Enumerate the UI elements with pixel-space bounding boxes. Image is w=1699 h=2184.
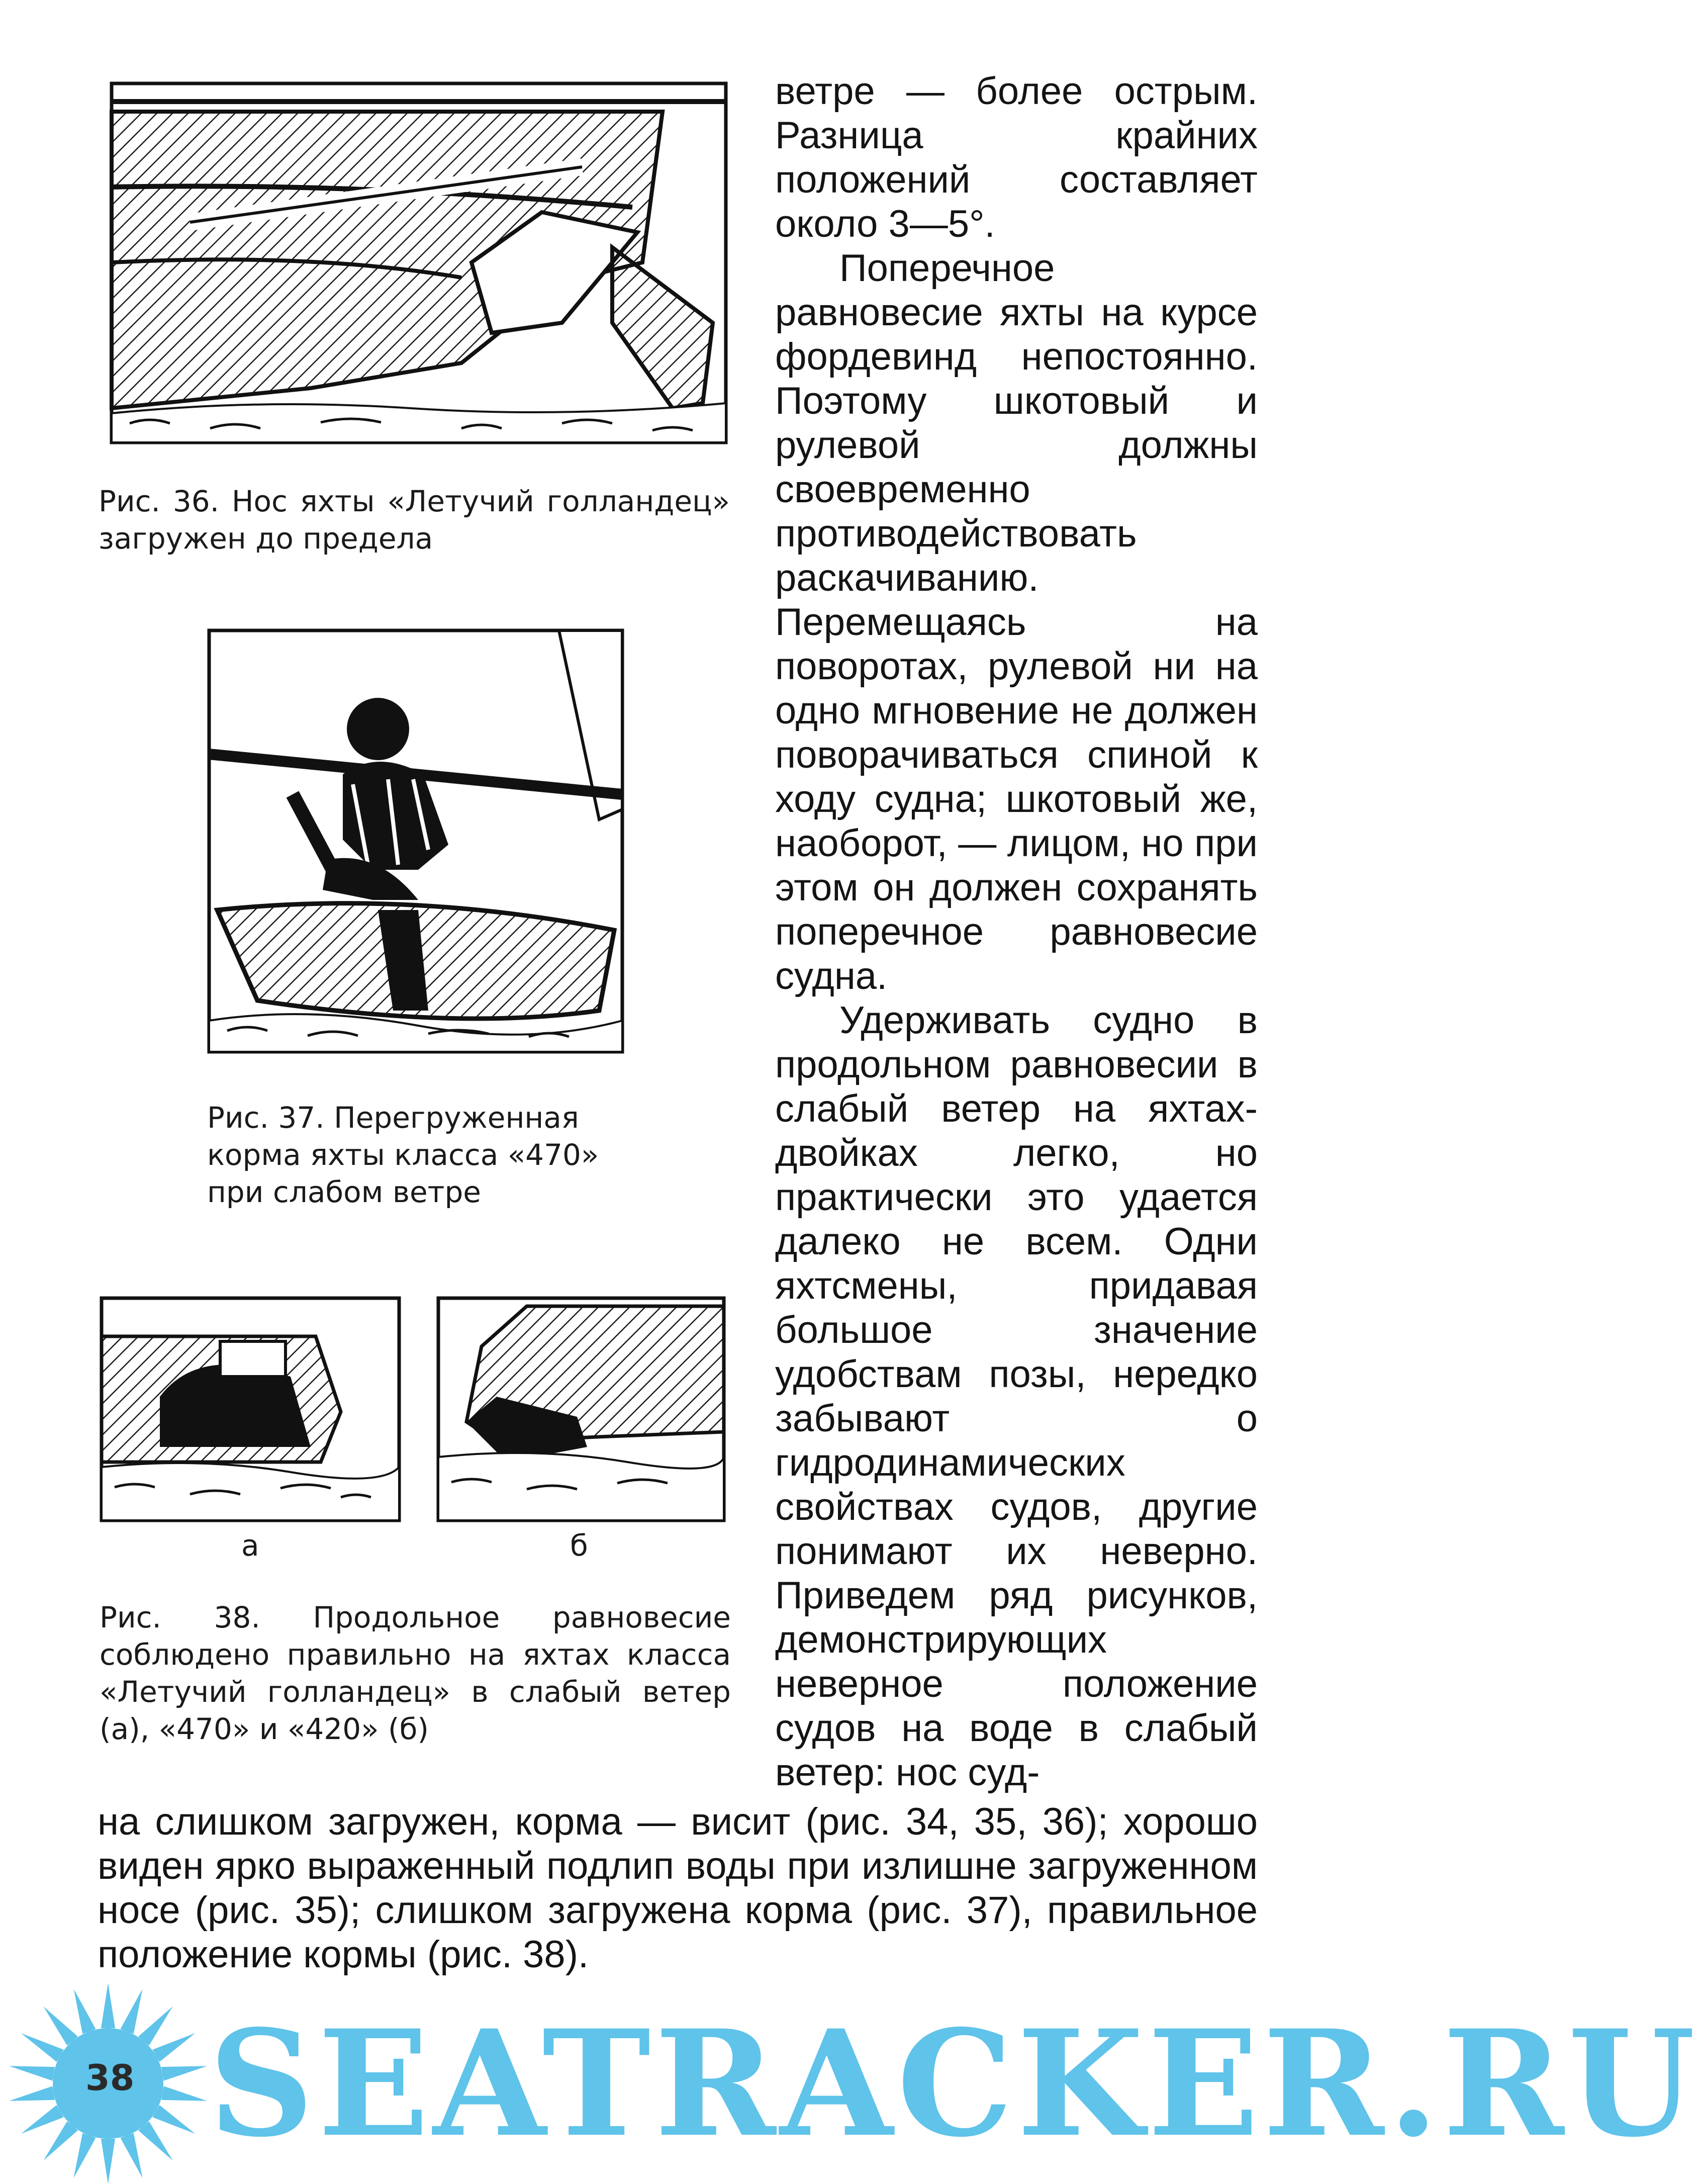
figure-37-illustration [207, 628, 624, 1054]
figure-38b-illustration [436, 1296, 726, 1522]
figure-38a-illustration [100, 1296, 401, 1522]
figure-38b-label: б [570, 1528, 588, 1563]
right-text-column [775, 69, 1258, 1795]
watermark-site-name: SEATRACKER.RU [209, 1998, 1699, 2169]
figure-37 [207, 628, 624, 1054]
figure-36-illustration [110, 81, 728, 444]
paragraph-3: Удерживать судно в продольном равновесии в слабый ветер на яхтах-двойках легко, но практически это удается далеко не всем. Одни яхтсмены, придавая большое значение удобствам позы, нередко забывают о гидродинамических свойствах судов, другие понимают их неверно. Приведем ряд рисунков, демонстрирующих неверное положение судов на воде в слабый ветер: нос суд- [775, 999, 1258, 1794]
figure-37-caption: Рис. 37. Перегруженная корма яхты класса «470» при слабом ветре [207, 1101, 599, 1209]
full-width-text [98, 1800, 1258, 1977]
figure-38b [436, 1296, 726, 1522]
paragraph-2: Поперечное равновесие яхты на курсе фордевинд непостоянно. Поэтому шкотовый и рулевой должны своевременно противодействовать раскачиванию. Перемещаясь на поворотах, рулевой ни на одно мгновение не должен поворачиваться спиной к ходу судна; шкотовый же, наоборот, — лицом, но при этом он должен сохранять поперечное равновесие судна. [775, 247, 1258, 997]
figure-38a-label: а [241, 1528, 259, 1563]
paragraph-1: ветре — более острым. Разница крайних положений составляет около 3—5°. [775, 70, 1258, 245]
figure-36-caption: Рис. 36. Нос яхты «Летучий голландец» загружен до предела [99, 484, 730, 556]
figure-38a [100, 1296, 401, 1522]
page-number: 38 [85, 2057, 135, 2099]
figure-36 [110, 81, 728, 444]
paragraph-continuation: на слишком загружен, корма — висит (рис. 34, 35, 36); хорошо виден ярко выраженный подлип воды при излишне загруженном носе (рис. 35); слишком загружена корма (рис. 37), правильное положение кормы (рис. 38). [98, 1800, 1258, 1976]
figure-38-caption: Рис. 38. Продольное равновесие соблюдено правильно на яхтах класса «Летучий голландец» в слабый ветер (а), «470» и «420» (б) [100, 1600, 731, 1746]
